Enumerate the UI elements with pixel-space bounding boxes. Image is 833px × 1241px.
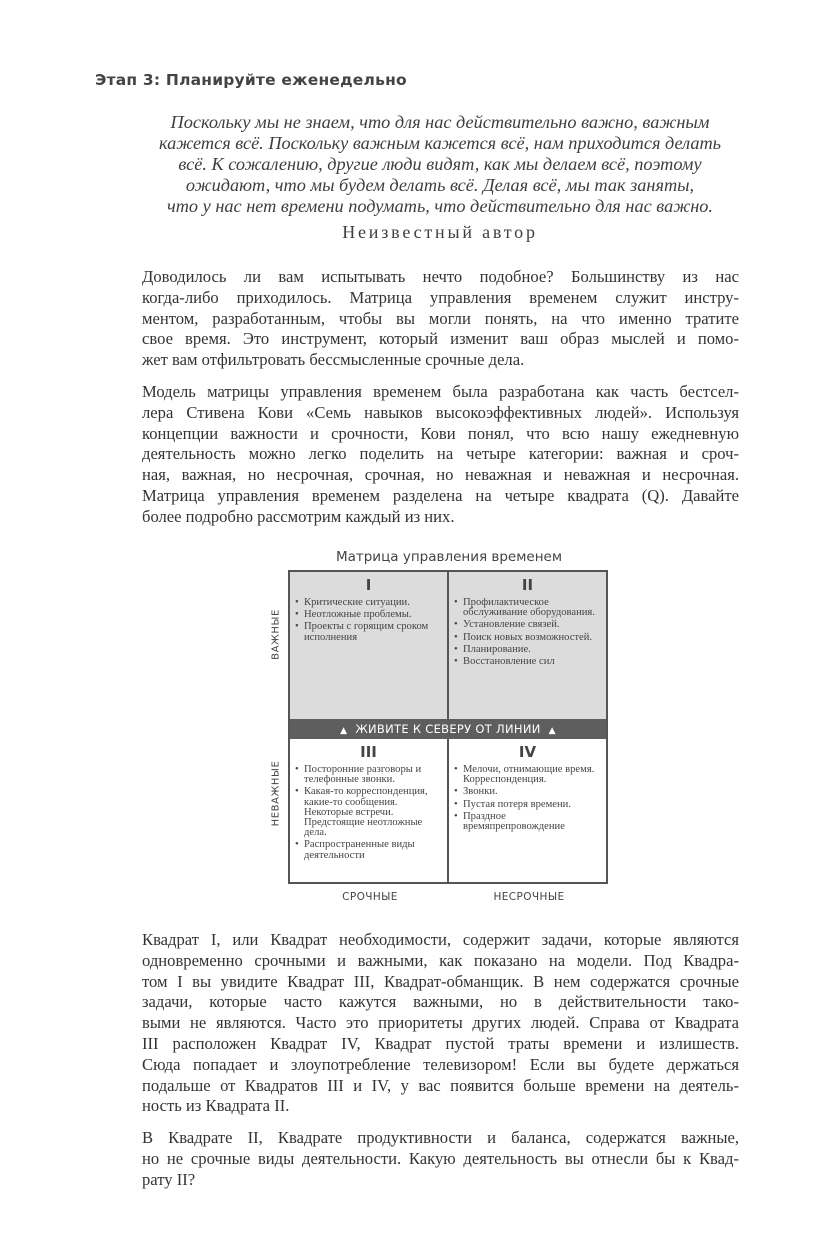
- quadrant-number: III: [360, 743, 377, 761]
- paragraph-3: [142, 930, 739, 1117]
- quadrant-number: IV: [518, 743, 537, 761]
- text-line: III расположен Квадрат IV, Квадрат пустой траты времени и излишеств.: [142, 1033, 739, 1053]
- paragraph-2: [142, 382, 739, 528]
- paragraph-4: [142, 1128, 739, 1190]
- text-line: Квадрат I, или Квадрат необходимости, содержит задачи, которые являются: [142, 930, 739, 949]
- text-line: когда-либо приходилось. Матрица управления временем служит инстру-: [142, 287, 739, 307]
- text-line: жет вам отфильтровать бессмысленные срочные дела.: [142, 350, 525, 370]
- text-line: Сюда попадает и злоупотребление телевизором! Если вы будете держаться: [142, 1054, 739, 1074]
- matrix-title: Матрица управления временем: [335, 549, 563, 565]
- text-line: концепции важности и срочности, Кови понял, что всю нашу ежедневную: [142, 423, 739, 443]
- epigraph-line: что у нас нет времени подумать, что действительно для нас важно.: [167, 196, 713, 216]
- epigraph-line: ожидают, что мы будем делать всё. Делая всё, мы так заняты,: [185, 175, 695, 195]
- axis-label-important: ВАЖНЫЕ: [270, 609, 282, 660]
- band-label: ЖИВИТЕ К СЕВЕРУ ОТ ЛИНИИ: [355, 722, 541, 736]
- quadrant-1: [290, 572, 449, 719]
- epigraph-author: Неизвестный автор: [342, 222, 538, 242]
- north-of-line-band: [290, 719, 606, 739]
- quadrant-list: [449, 765, 606, 832]
- arrow-up-icon: ▲: [548, 726, 556, 736]
- text-line: одновременно срочными и важными, как показано на модели. Под Квадра-: [142, 950, 739, 970]
- text-line: более подробно рассмотрим каждый из них.: [142, 506, 455, 526]
- quadrant-number: II: [521, 576, 534, 594]
- text-line: рату II?: [142, 1169, 196, 1189]
- text-line: выми не являются. Часто это приоритеты других людей. Справа от Квадрата: [142, 1013, 739, 1033]
- text-line: ность из Квадрата II.: [142, 1096, 290, 1116]
- list-item: • Праздное времяпрепровождение: [454, 812, 602, 832]
- text-line: задачи, которые часто кажутся важными, но в действительности тако-: [142, 992, 739, 1012]
- list-item: • Установление связей.: [454, 620, 602, 630]
- text-line: В Квадрате II, Квадрате продуктивности и баланса, содержатся важные,: [142, 1128, 739, 1147]
- section-title: Этап 3: Планируйте еженедельно: [95, 71, 407, 89]
- axis-label-not-urgent: НЕСРОЧНЫЕ: [493, 891, 565, 903]
- text-line: свое время. Это инструмент, который изменит ваш образ мыслей и помо-: [142, 329, 739, 349]
- text-line: деятельность можно легко поделить на четыре категории: важная и сроч-: [142, 444, 739, 464]
- list-item: • Пустая потеря времени.: [454, 800, 602, 810]
- list-item: • Поиск новых возможностей.: [454, 633, 602, 643]
- quadrant-3: [290, 739, 449, 882]
- list-item: • Распространенные виды деятельности: [295, 840, 443, 860]
- text-line: Доводилось ли вам испытывать нечто подобное? Большинству из нас: [142, 267, 739, 286]
- time-management-matrix: [288, 570, 608, 884]
- epigraph-line: Поскольку мы не знаем, что для нас действительно важно, важным: [170, 112, 710, 132]
- epigraph: [140, 112, 740, 217]
- epigraph-line: кажется всё. Поскольку важным кажется всё, нам приходится делать: [159, 133, 721, 153]
- axis-label-not-important: НЕВАЖНЫЕ: [270, 760, 282, 827]
- quadrant-number: I: [365, 576, 372, 594]
- epigraph-line: всё. К сожалению, другие люди видят, как мы делаем всё, поэтому: [178, 154, 702, 174]
- text-line: лера Стивена Кови «Семь навыков высокоэффективных людей». Используя: [142, 402, 739, 422]
- list-item: • Какая-то корреспонденция, какие-то сообщения. Некоторые встречи. Предстоящие неотложные дела.: [295, 787, 443, 838]
- list-item: • Профилактическое обслуживание оборудования.: [454, 598, 602, 618]
- list-item: • Восстановление сил: [454, 657, 602, 667]
- text-line: том I вы увидите Квадрат III, Квадрат-обманщик. В нем содержатся срочные: [142, 971, 739, 991]
- quadrant-2: [449, 572, 606, 719]
- list-item: • Неотложные проблемы.: [295, 610, 443, 620]
- list-item: • Критические ситуации.: [295, 598, 443, 608]
- list-item: • Звонки.: [454, 787, 602, 797]
- quadrant-list: [290, 765, 447, 861]
- list-item: • Планирование.: [454, 645, 602, 655]
- axis-label-urgent: СРОЧНЫЕ: [342, 891, 398, 903]
- text-line: ная, важная, но несрочная, срочная, но неважная и неважная и несрочная.: [142, 465, 739, 485]
- list-item: • Посторонние разговоры и телефонные звонки.: [295, 765, 443, 785]
- text-line: Матрица управления временем разделена на четыре квадрата (Q). Давайте: [142, 485, 739, 505]
- list-item: • Мелочи, отнимающие время. Корреспонденция.: [454, 765, 602, 785]
- text-line: подальше от Квадратов III и IV, у вас появится больше времени на деятель-: [142, 1075, 739, 1095]
- paragraph-1: [142, 267, 739, 371]
- quadrant-4: [449, 739, 606, 882]
- text-line: ментом, разработанным, чтобы вы могли понять, на что именно тратите: [142, 308, 739, 328]
- quadrant-list: [449, 598, 606, 667]
- arrow-up-icon: ▲: [340, 726, 348, 736]
- text-line: Модель матрицы управления временем была разработана как часть бестсел-: [142, 382, 739, 401]
- list-item: • Проекты с горящим сроком исполнения: [295, 622, 443, 642]
- quadrant-list: [290, 598, 447, 643]
- text-line: но не срочные виды деятельности. Какую деятельность вы отнесли бы к Квад-: [142, 1148, 739, 1168]
